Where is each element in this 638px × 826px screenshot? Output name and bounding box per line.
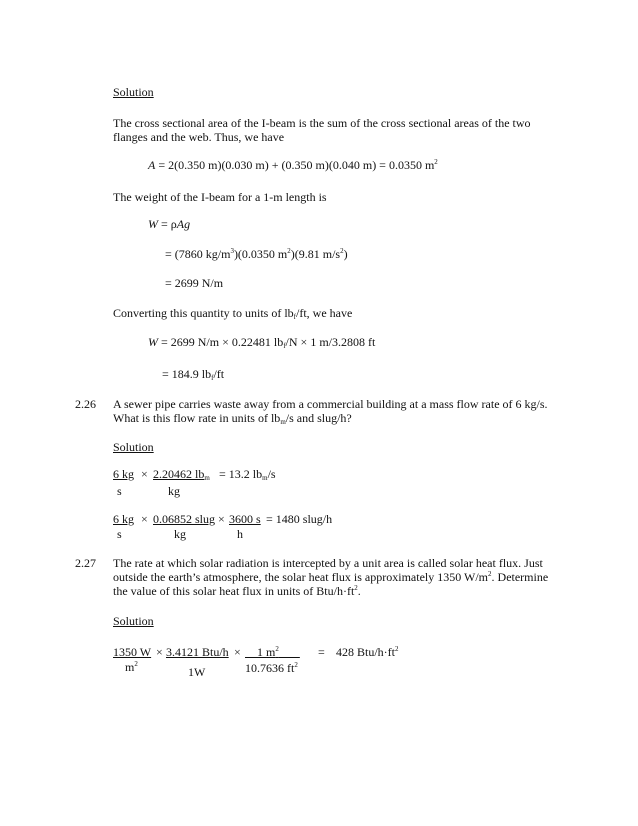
fraction-denominator: s bbox=[117, 484, 122, 498]
text-part: 2.20462 lb bbox=[153, 467, 205, 481]
area-rhs: = 2(0.350 m)(0.030 m) + (0.350 m)(0.040 m) = 0.0350 m bbox=[155, 158, 435, 172]
weight-equation bbox=[148, 217, 190, 231]
equation-result: 428 Btu/$h\cdot ft^2$ bbox=[336, 645, 399, 659]
text-part: /s and slug/h? bbox=[285, 411, 352, 425]
eq-part: = 184.9 lb bbox=[162, 367, 212, 381]
eq-part: )(0.0350 m bbox=[233, 247, 288, 261]
fraction-numerator: 2.20462 $lb_m$ bbox=[153, 467, 210, 482]
text-part: 428 Btu/h·ft bbox=[336, 645, 395, 659]
paragraph-line: flanges and the web. Thus, we have bbox=[113, 130, 285, 144]
solution-heading: Solution bbox=[113, 440, 154, 454]
var-Ag: Ag bbox=[176, 217, 191, 231]
problem-text-line: The rate at which solar radiation is intercepted by a unit area is called solar heat flux. Just bbox=[113, 556, 543, 570]
fraction-denominator: kg bbox=[174, 527, 186, 541]
text-part: /s bbox=[267, 467, 276, 481]
problem-number: 2.26 bbox=[75, 397, 96, 411]
text-part: Converting this quantity to units of lb bbox=[113, 306, 294, 320]
text-part: 10.7636 ft bbox=[245, 661, 295, 675]
problem-text-line: the value of this solar heat flux in units of Btu/$h\cdot ft^2$. bbox=[113, 584, 361, 598]
fraction-numerator: 3.4121 Btu/h bbox=[166, 645, 229, 659]
problem-text-line: outside the earth’s atmosphere, the solar heat flux is approximately 1350 $W/m^2$. Determine bbox=[113, 570, 549, 584]
weight-result: = 2699 N/m bbox=[165, 276, 224, 290]
problem-text-line: What is this flow rate in units of $lb_m/s$ and slug/h? bbox=[113, 411, 352, 426]
problem-number: 2.27 bbox=[75, 556, 96, 570]
eq-part: /N × 1 m/3.2808 ft bbox=[285, 335, 376, 349]
times-sign: × bbox=[141, 467, 148, 481]
fraction-denominator: h bbox=[237, 527, 243, 541]
paragraph-line: Converting this quantity to units of $lb_f/ft$, we have bbox=[113, 306, 353, 321]
eq-part: /ft bbox=[213, 367, 225, 381]
fraction-numerator: 6 kg bbox=[113, 512, 134, 526]
text-part: . Determine bbox=[491, 570, 549, 584]
eq-part: = 2699 N/m × 0.22481 lb bbox=[158, 335, 284, 349]
text-part: 1 m bbox=[257, 645, 276, 659]
var-W: W bbox=[148, 335, 158, 349]
fraction-denominator: $m^2$ bbox=[125, 660, 138, 674]
var-W: W bbox=[148, 217, 158, 231]
var-A: A bbox=[148, 158, 156, 172]
equation-result: = 1480 slug/h bbox=[266, 512, 333, 526]
equation-result: = 13.2 $lb_m/s$ bbox=[219, 467, 276, 482]
solution-heading: Solution bbox=[113, 614, 154, 628]
solution-heading: Solution bbox=[113, 85, 154, 99]
times-sign: × bbox=[141, 512, 148, 526]
fraction-numerator: 1 $m^2$ bbox=[257, 645, 279, 659]
eq-part: ) bbox=[343, 247, 348, 261]
paragraph-line: The weight of the I-beam for a 1-m length is bbox=[113, 190, 327, 204]
fraction-numerator: 1350 W bbox=[113, 645, 152, 659]
conversion-result: = 184.9 $lb_f/ft$ bbox=[162, 367, 225, 382]
text-part: What is this flow rate in units of lb bbox=[113, 411, 281, 425]
fraction-numerator: 3600 s bbox=[229, 512, 261, 526]
fraction-denominator: 10.7636 $ft^2$ bbox=[245, 661, 298, 675]
eq-part: )(9.81 m/s bbox=[290, 247, 341, 261]
problem-text-line: A sewer pipe carries waste away from a commercial building at a mass flow rate of 6 kg/s. bbox=[113, 397, 548, 411]
equals-sign: = bbox=[318, 645, 325, 659]
times-sign: × bbox=[156, 645, 163, 659]
eq-part: = (7860 kg/m bbox=[165, 247, 231, 261]
conversion-equation: W = 2699 N/m × 0.22481 $lb_f/N \times 1$ m/3.2808 ft bbox=[148, 335, 376, 350]
paragraph-line: The cross sectional area of the I-beam is the sum of the cross sectional areas of the two bbox=[113, 116, 531, 130]
times-sign: × bbox=[234, 645, 241, 659]
area-equation: A = 2(0.350 m)(0.030 m) + (0.350 m)(0.040 m) = 0.0350 $m^2$ bbox=[148, 158, 438, 172]
text-part: /ft, we have bbox=[296, 306, 353, 320]
fraction-numerator: 0.06852 slug bbox=[153, 512, 216, 526]
text-part: the value of this solar heat flux in units of Btu/h·ft bbox=[113, 584, 355, 598]
times-sign: × bbox=[218, 512, 225, 526]
text-part: = 13.2 lb bbox=[219, 467, 263, 481]
text-part: outside the earth’s atmosphere, the solar heat flux is approximately 1350 W/m bbox=[113, 570, 489, 584]
fraction-numerator: 6 kg bbox=[113, 467, 134, 481]
text-part: . bbox=[357, 584, 361, 598]
fraction-denominator: kg bbox=[168, 484, 180, 498]
fraction-denominator: 1W bbox=[188, 665, 206, 679]
text-part: m bbox=[125, 660, 135, 674]
eq-rho: = ρ bbox=[158, 217, 177, 231]
fraction-denominator: s bbox=[117, 527, 122, 541]
weight-equation-line2: = (7860 $kg/m^3)(0.0350$ $m^2)(9.81$ $m/s^2$) bbox=[165, 247, 348, 261]
